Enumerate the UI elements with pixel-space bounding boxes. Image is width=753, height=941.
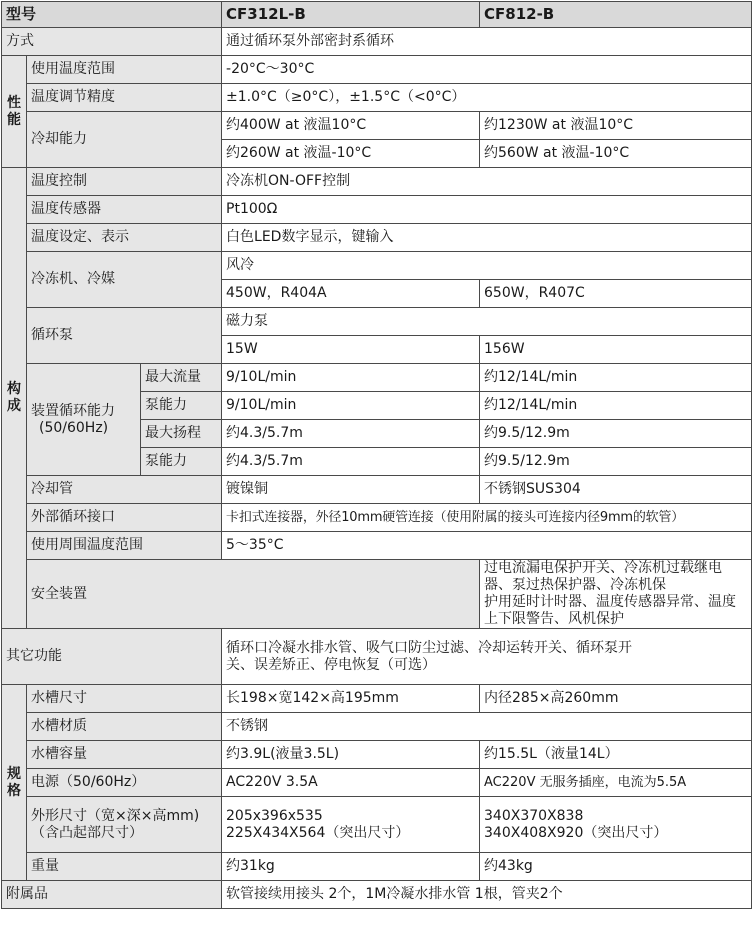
external-port-label: 外部循环接口 [27,504,222,532]
tank-material-label: 水槽材质 [27,713,222,741]
other-line1: 循环口冷凝水排水管、吸气口防尘过滤、冷却运转开关、循环泵开 [226,639,633,656]
cooling-capacity-label: 冷却能力 [27,112,222,168]
external-port-value: 卡扣式连接器，外径10mm硬管连接（使用附属的接头可连接内径9mm的软管） [222,504,752,532]
safety-value [480,560,752,629]
circulation-a: 9/10L/min [222,392,480,420]
spec-table [1,1,752,909]
dimensions-label-line1: 外形尺寸（宽×深×高mm) [31,807,200,824]
power-a: AC220V 3.5A [222,769,480,797]
circulation-sub-label: 最大扬程 [141,420,222,448]
weight-row [2,853,752,881]
cooling-tube-a: 镀镍铜 [222,476,480,504]
circulation-label [27,364,141,476]
tank-capacity-a: 约3.9L(液量3.5L) [222,741,480,769]
external-port-row [2,504,752,532]
safety-row [2,560,752,629]
refrigerator-label: 冷冻机、冷媒 [27,252,222,308]
cooling-row-1 [2,112,752,140]
cooling-tube-b: 不锈钢SUS304 [480,476,752,504]
model-b-header: CF812-B [480,2,752,28]
temp-precision-label: 温度调节精度 [27,84,222,112]
tank-material-row [2,713,752,741]
temp-range-label: 使用温度范围 [27,56,222,84]
performance-group-text: 性能 [7,94,21,128]
temp-sensor-row [2,196,752,224]
ambient-range-label: 使用周围温度范围 [27,532,222,560]
power-row [2,769,752,797]
dimensions-b-line2: 340X408X920（突出尺寸） [484,824,668,841]
temp-display-value: 白色LED数字显示，键输入 [222,224,752,252]
circulation-b: 约12/14L/min [480,392,752,420]
circulation-sub-label: 泵能力 [141,392,222,420]
cooling-a-10c: 约400W at 液温10°C [222,112,480,140]
power-label: 电源（50/60Hz） [27,769,222,797]
dimensions-label [27,797,222,853]
temp-range-row [2,56,752,84]
tank-size-row [2,685,752,713]
accessories-value: 软管接续用接头 2个，1M冷凝水排水管 1根，管夹2个 [222,881,752,909]
accessories-label: 附属品 [2,881,222,909]
safety-line2: 护用延时计时器、温度传感器异常、温度上下限警告、风机保护 [484,594,737,627]
dimensions-a [222,797,480,853]
construction-group-label [2,168,27,629]
temp-sensor-value: Pt100Ω [222,196,752,224]
cooling-tube-row [2,476,752,504]
other-label: 其它功能 [2,629,222,685]
circulation-b: 约12/14L/min [480,364,752,392]
model-header-label: 型号 [2,2,222,28]
circulation-sub-label: 泵能力 [141,448,222,476]
temp-sensor-label: 温度传感器 [27,196,222,224]
safety-label: 安全装置 [27,560,480,629]
tank-size-a: 长198×宽142×高195mm [222,685,480,713]
tank-material-value: 不锈钢 [222,713,752,741]
method-row [2,28,752,56]
refrigerator-b: 650W，R407C [480,280,752,308]
weight-label: 重量 [27,853,222,881]
dimensions-label-line2: （含凸起部尺寸） [31,824,143,841]
circulation-a: 约4.3/5.7m [222,420,480,448]
temp-control-label: 温度控制 [27,168,222,196]
circulation-sub-label: 最大流量 [141,364,222,392]
tank-size-b: 内径285×高260mm [480,685,752,713]
dimensions-b [480,797,752,853]
circulation-b: 约9.5/12.9m [480,448,752,476]
method-label: 方式 [2,28,222,56]
ambient-range-row [2,532,752,560]
specs-group-text: 规格 [7,765,21,799]
circulation-a: 9/10L/min [222,364,480,392]
circulation-row-1 [2,364,752,392]
refrigerator-row-1 [2,252,752,280]
performance-group-label [2,56,27,168]
tank-capacity-row [2,741,752,769]
model-a-header: CF312L-B [222,2,480,28]
dimensions-row [2,797,752,853]
other-value [222,629,752,685]
circulation-label-line2: (50/60Hz) [39,419,109,436]
pump-b: 156W [480,336,752,364]
safety-line1: 过电流漏电保护开关、冷冻机过载继电器、泵过热保护器、冷冻机保 [484,560,723,593]
other-line2: 关、误差矫正、停电恢复（可选） [226,656,437,673]
cooling-a-minus10c: 约260W at 液温-10°C [222,140,480,168]
dimensions-a-line2: 225X434X564（突出尺寸） [226,824,410,841]
dimensions-b-line1: 340X370X838 [484,807,584,824]
power-b: AC220V 无服务插座，电流为5.5A [480,769,752,797]
other-row [2,629,752,685]
tank-capacity-b: 约15.5L（液量14L） [480,741,752,769]
cooling-b-10c: 约1230W at 液温10°C [480,112,752,140]
temp-display-label: 温度设定、表示 [27,224,222,252]
weight-a: 约31kg [222,853,480,881]
temp-precision-row [2,84,752,112]
weight-b: 约43kg [480,853,752,881]
temp-display-row [2,224,752,252]
temp-precision-value: ±1.0°C（≥0°C），±1.5°C（<0°C） [222,84,752,112]
circulation-b: 约9.5/12.9m [480,420,752,448]
accessories-row [2,881,752,909]
temp-control-value: 冷冻机ON-OFF控制 [222,168,752,196]
cooling-tube-label: 冷却管 [27,476,222,504]
circulation-a: 约4.3/5.7m [222,448,480,476]
pump-row-1 [2,308,752,336]
header-row [2,2,752,28]
temp-control-row [2,168,752,196]
dimensions-a-line1: 205x396x535 [226,807,323,824]
method-value: 通过循环泵外部密封系循环 [222,28,752,56]
circulation-label-line1: 装置循环能力 [31,402,115,419]
tank-size-label: 水槽尺寸 [27,685,222,713]
construction-group-text: 构成 [7,381,21,414]
specs-group-label [2,685,27,881]
refrigerator-type: 风冷 [222,252,752,280]
pump-label: 循环泵 [27,308,222,364]
pump-type: 磁力泵 [222,308,752,336]
tank-capacity-label: 水槽容量 [27,741,222,769]
refrigerator-a: 450W，R404A [222,280,480,308]
pump-a: 15W [222,336,480,364]
ambient-range-value: 5～35°C [222,532,752,560]
temp-range-value: -20°C～30°C [222,56,752,84]
cooling-b-minus10c: 约560W at 液温-10°C [480,140,752,168]
